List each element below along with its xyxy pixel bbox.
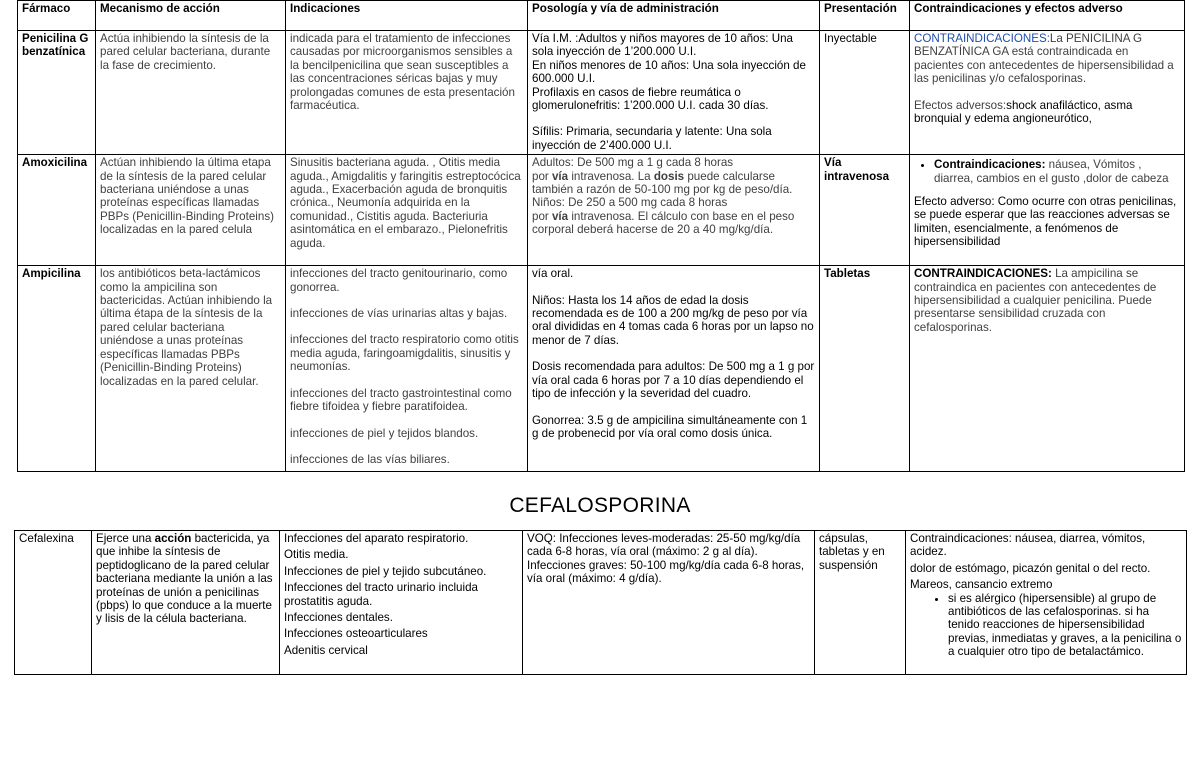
table-header-row <box>18 1 1185 31</box>
header-farmaco: Fármaco <box>18 1 96 31</box>
cell-contraindicaciones <box>906 531 1187 675</box>
cell-farmaco: Cefalexina <box>15 531 92 675</box>
table-row-penicilina <box>18 31 1185 155</box>
indicacion-line: Infecciones de piel y tejido subcutáneo. <box>284 564 487 578</box>
cell-posologia: VOQ: Infecciones leves-moderadas: 25-50 mg/kg/día cada 6-8 horas, vía oral (máximo: 2 g al día). Infecciones graves: 50-100 mg/kg/día cada 6-8 horas, vía oral (máximo: 4 g/día). <box>523 531 815 675</box>
indicacion-line: infecciones de piel y tejidos blandos. <box>290 426 479 440</box>
posologia-line: Profilaxis en casos de fiebre reumática o glomerulonefritis: 1’200.000 U.I. cada 30 días. <box>532 85 769 113</box>
posologia-fragment: por <box>532 209 552 223</box>
header-mecanismo: Mecanismo de acción <box>96 1 286 31</box>
antibiotics-table <box>17 0 1185 472</box>
posologia-line: vía oral. <box>532 267 574 281</box>
indicacion-line: Infecciones osteoarticulares <box>284 627 428 641</box>
cell-presentacion: Inyectable <box>820 31 910 155</box>
mecanismo-fragment: Ejerce una <box>96 532 155 545</box>
posologia-line: Adultos: De 500 mg a 1 g cada 8 horas <box>532 156 734 170</box>
contra-text: La PENICILINA G BENZATÍNICA GA está contraindicada en pacientes con antecedentes de hipersensibilidad a las penicilinas y/o cefalosporinas. <box>914 32 1174 86</box>
posologia-fragment: puede calcularse también a razón de 50-100 mg por kg de peso/día. <box>532 169 793 197</box>
indicacion-line: Infecciones del tracto urinario incluida prostatitis aguda. <box>284 581 478 608</box>
posologia-line: Dosis recomendada para adultos: De 500 mg a 1 g por vía oral cada 6 horas por 7 a 10 días dependiendo el tipo de infección y la severidad del cuadro. <box>532 360 815 401</box>
indicacion-line: infecciones del tracto gastrointestinal como fiebre tifoidea y fiebre paratifoidea. <box>290 386 512 414</box>
posologia-line: Gonorrea: 3.5 g de ampicilina simultáneamente con 1 g de probenecid por vía oral como dosis única. <box>532 413 808 440</box>
section-title: CEFALOSPORINA <box>509 494 691 517</box>
indicacion-line: infecciones del tracto genitourinario, como gonorrea. <box>290 267 508 294</box>
cell-posologia <box>528 266 820 472</box>
header-indicaciones: Indicaciones <box>286 1 528 31</box>
posologia-fragment: vía <box>551 209 569 223</box>
header-posologia: Posología y vía de administración <box>528 1 820 31</box>
contra-label: CONTRAINDICACIONES: <box>914 267 1052 281</box>
cell-farmaco: Penicilina G benzatínica <box>18 31 96 155</box>
indicacion-line: infecciones de vías urinarias altas y bajas. <box>290 307 508 321</box>
posologia-line: Niños: De 250 a 500 mg cada 8 horas <box>532 196 728 210</box>
indicacion-line: Otitis media. <box>284 548 349 562</box>
cell-indicaciones: indicada para el tratamiento de infecciones causadas por microorganismos sensibles a la bencilpenicilina que sean susceptibles a las concentraciones séricas bajas y muy prolongadas comunes de esta presentación farmacéutica. <box>286 31 528 155</box>
contra-label: CONTRAINDICACIONES: <box>914 32 1050 45</box>
cell-presentacion: Tabletas <box>820 266 910 472</box>
cell-mecanismo <box>92 531 280 675</box>
posologia-fragment: vía <box>551 169 569 183</box>
cell-indicaciones <box>286 266 528 472</box>
posologia-fragment: intravenosa. El cálculo con base en el peso corporal deberá hacerse de 20 a 40 mg/kg/día. <box>532 209 795 237</box>
table-row-cefalexina <box>15 531 1187 675</box>
posologia-line: En niños menores de 10 años: Una sola inyección de 600.000 U.I. <box>532 58 806 86</box>
indicacion-line: Infecciones dentales. <box>284 611 393 625</box>
indicacion-line: Infecciones del aparato respiratorio. <box>284 532 469 545</box>
posologia-line: Sífilis: Primaria, secundaria y latente: Una sola inyección de 2’400.000 U.I. <box>532 125 772 152</box>
contra-label: Contraindicaciones: <box>934 158 1046 172</box>
cell-indicaciones: Sinusitis bacteriana aguda. , Otitis media aguda., Amigdalitis y faringitis estreptocócica aguda., Exacerbación aguda de bronquitis crónica., Neumonía adquirida en la comunidad., Cistitis aguda. Bacteriuria asintomática en el embarazo., Pielonefritis aguda. <box>286 155 528 266</box>
contra-line: Contraindicaciones: náusea, diarrea, vómitos, acidez. <box>910 532 1146 559</box>
contra-text: La ampicilina se contraindica en pacientes con antecedentes de hipersensibilidad a cualquier penicilina. Puede presentarse sensibilidad cruzada con cefalosporinas. <box>914 267 1157 334</box>
indicacion-line: infecciones del tracto respiratorio como otitis media aguda, faringoamigdalitis, sinusitis y neumonías. <box>290 333 519 374</box>
efectos-text: shock anafiláctico, asma bronquial y edema angioneurótico, <box>914 98 1133 126</box>
cell-indicaciones <box>280 531 523 675</box>
contra-line: dolor de estómago, picazón genital o del recto. <box>910 561 1151 575</box>
posologia-line: Niños: Hasta los 14 años de edad la dosis recomendada es de 100 a 200 mg/kg de peso por vía oral divididas en 4 tomas cada 6 horas por un lapso no menor de 7 días. <box>532 293 814 347</box>
contra-text: náusea, Vómitos , diarrea, cambios en el gusto ,dolor de cabeza <box>934 158 1169 185</box>
cell-posologia <box>528 155 820 266</box>
cell-contraindicaciones <box>910 31 1185 155</box>
cell-presentacion: cápsulas, tabletas y en suspensión <box>815 531 906 675</box>
list-item: • si es alérgico (hipersensible) al grupo de antibióticos de las cefalosporinas. si ha tenido reacciones de hipersensibilidad previas, inmediatas y graves, a la penicilina o a cualquier otro tipo de betalactámico. <box>948 592 1182 659</box>
table-row-ampicilina <box>18 266 1185 472</box>
cell-mecanismo: los antibióticos beta-lactámicos como la ampicilina son bactericidas. Actúan inhibiendo la última étapa de la síntesis de la pared celular bacteriana uniéndose a unas proteínas específicas llamadas PBPs (Penicillin-Binding Proteins) localizadas en la pared celular. <box>96 266 286 472</box>
list-item <box>934 158 1180 185</box>
cell-farmaco: Amoxicilina <box>18 155 96 266</box>
mecanismo-fragment: acción <box>154 532 192 545</box>
posologia-fragment: intravenosa. La <box>568 169 654 183</box>
cell-farmaco: Ampicilina <box>18 266 96 472</box>
cell-mecanismo: Actúan inhibiendo la última etapa de la síntesis de la pared celular bacteriana uniéndose a unas proteínas específicas llamadas PBPs (Penicillin-Binding Proteins) localizadas en la pared celula <box>96 155 286 266</box>
cell-contraindicaciones <box>910 155 1185 266</box>
cell-presentacion: Vía intravenosa <box>820 155 910 266</box>
contra-line: Mareos, cansancio extremo <box>910 578 1053 592</box>
cell-contraindicaciones <box>910 266 1185 472</box>
efectos-text: Efecto adverso: Como ocurre con otras penicilinas, se puede esperar que las reacciones adversas se limiten, esencialmente, a fenómenos de hipersensibilidad <box>914 195 1177 249</box>
cefalosporina-table <box>14 530 1187 675</box>
mecanismo-fragment: bactericida, ya que inhibe la síntesis de peptidoglicano de la pared celular bacteriana mediante la unión a las proteínas de unión a penicilinas (pbps) lo que conduce a la muerte y lisis de la célula bacteriana. <box>96 532 273 626</box>
indicacion-line: Adenitis cervical <box>284 643 368 657</box>
header-contraindicaciones: Contraindicaciones y efectos adverso <box>910 1 1185 31</box>
posologia-line: Vía I.M. :Adultos y niños mayores de 10 años: Una sola inyección de 1’200.000 U.I. <box>532 32 793 59</box>
posologia-fragment: por <box>532 169 552 183</box>
header-presentacion: Presentación <box>820 1 910 31</box>
posologia-fragment: dosis <box>653 169 685 183</box>
efectos-label: Efectos adversos: <box>914 98 1007 112</box>
cell-posologia <box>528 31 820 155</box>
indicacion-line: infecciones de las vías biliares. <box>290 452 450 466</box>
table-row-amoxicilina <box>18 155 1185 266</box>
cell-mecanismo: Actúa inhibiendo la síntesis de la pared celular bacteriana, durante la fase de crecimiento. <box>96 31 286 155</box>
